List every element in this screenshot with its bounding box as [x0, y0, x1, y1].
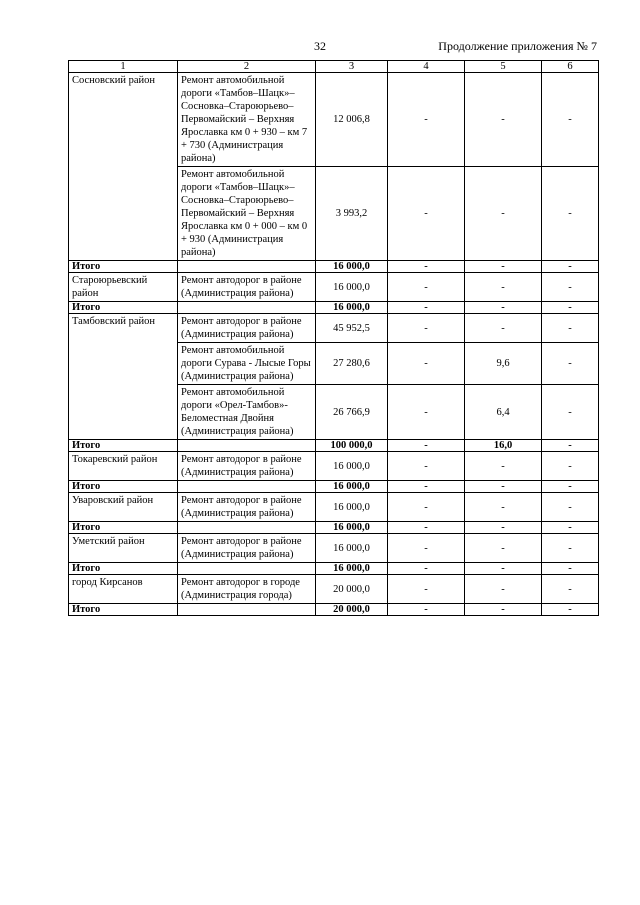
col4-value: - — [388, 452, 465, 481]
total-col6-value: - — [542, 302, 599, 314]
work-description: Ремонт автодорог в районе (Администрация района) — [178, 314, 316, 343]
work-description: Ремонт автодорог в городе (Администрация города) — [178, 575, 316, 604]
district-name: Токаревский район — [69, 452, 178, 481]
total-row — [69, 604, 599, 616]
total-empty-cell — [178, 604, 316, 616]
total-col6-value: - — [542, 261, 599, 273]
total-col4-value: - — [388, 261, 465, 273]
total-label: Итого — [69, 563, 178, 575]
col4-value: - — [388, 73, 465, 167]
total-label: Итого — [69, 522, 178, 534]
total-amount: 16 000,0 — [316, 563, 388, 575]
column-number-6: 6 — [542, 61, 599, 73]
table-row — [69, 493, 599, 522]
col4-value: - — [388, 343, 465, 385]
amount-value: 20 000,0 — [316, 575, 388, 604]
col5-value: - — [465, 452, 542, 481]
total-row — [69, 261, 599, 273]
column-number-4: 4 — [388, 61, 465, 73]
col5-value: 6,4 — [465, 385, 542, 440]
total-col4-value: - — [388, 563, 465, 575]
district-name: Уваровский район — [69, 493, 178, 522]
col4-value: - — [388, 314, 465, 343]
col4-value: - — [388, 167, 465, 261]
col5-value: - — [465, 273, 542, 302]
district-name: Сосновский район — [69, 73, 178, 261]
amount-value: 26 766,9 — [316, 385, 388, 440]
col6-value: - — [542, 273, 599, 302]
table-row — [69, 534, 599, 563]
work-description: Ремонт автомобильной дороги Сурава - Лысые Горы (Администрация района) — [178, 343, 316, 385]
col5-value: 9,6 — [465, 343, 542, 385]
col6-value: - — [542, 314, 599, 343]
total-empty-cell — [178, 522, 316, 534]
district-name: город Кирсанов — [69, 575, 178, 604]
table-row — [69, 73, 599, 167]
total-col4-value: - — [388, 440, 465, 452]
col6-value: - — [542, 575, 599, 604]
total-label: Итого — [69, 481, 178, 493]
total-col5-value: - — [465, 302, 542, 314]
amount-value: 12 006,8 — [316, 73, 388, 167]
total-col6-value: - — [542, 563, 599, 575]
total-col4-value: - — [388, 604, 465, 616]
page-number: 32 — [314, 39, 326, 53]
col5-value: - — [465, 167, 542, 261]
total-col6-value: - — [542, 522, 599, 534]
total-col6-value: - — [542, 440, 599, 452]
amount-value: 16 000,0 — [316, 534, 388, 563]
col5-value: - — [465, 73, 542, 167]
district-name: Тамбовский район — [69, 314, 178, 440]
column-number-1: 1 — [69, 61, 178, 73]
total-row — [69, 302, 599, 314]
work-description: Ремонт автомобильной дороги «Тамбов–Шацк»–Сосновка–Староюрьево–Первомайский – Верхняя Ярославка км 0 + 000 – км 0 + 930 (Администрация района) — [178, 167, 316, 261]
col5-value: - — [465, 493, 542, 522]
col6-value: - — [542, 73, 599, 167]
table-row — [69, 452, 599, 481]
total-empty-cell — [178, 481, 316, 493]
total-row — [69, 563, 599, 575]
work-description: Ремонт автодорог в районе (Администрация района) — [178, 493, 316, 522]
total-label: Итого — [69, 302, 178, 314]
work-description: Ремонт автодорог в районе (Администрация района) — [178, 534, 316, 563]
work-description: Ремонт автомобильной дороги «Орел-Тамбов»-Беломестная Двойня (Администрация района) — [178, 385, 316, 440]
amount-value: 16 000,0 — [316, 452, 388, 481]
col6-value: - — [542, 452, 599, 481]
col5-value: - — [465, 314, 542, 343]
col4-value: - — [388, 385, 465, 440]
total-col4-value: - — [388, 481, 465, 493]
total-amount: 16 000,0 — [316, 302, 388, 314]
column-number-row — [69, 61, 599, 73]
total-amount: 16 000,0 — [316, 261, 388, 273]
continuation-label: Продолжение приложения № 7 — [438, 39, 597, 53]
total-empty-cell — [178, 302, 316, 314]
total-label: Итого — [69, 261, 178, 273]
table-body — [69, 61, 599, 616]
total-row — [69, 440, 599, 452]
total-col4-value: - — [388, 522, 465, 534]
column-number-5: 5 — [465, 61, 542, 73]
amount-value: 16 000,0 — [316, 493, 388, 522]
amount-value: 45 952,5 — [316, 314, 388, 343]
total-col4-value: - — [388, 302, 465, 314]
total-empty-cell — [178, 440, 316, 452]
total-col5-value: - — [465, 481, 542, 493]
amount-value: 27 280,6 — [316, 343, 388, 385]
total-amount: 20 000,0 — [316, 604, 388, 616]
district-name: Уметский район — [69, 534, 178, 563]
col6-value: - — [542, 343, 599, 385]
work-description: Ремонт автодорог в районе (Администрация района) — [178, 273, 316, 302]
total-col5-value: 16,0 — [465, 440, 542, 452]
col4-value: - — [388, 273, 465, 302]
amount-value: 16 000,0 — [316, 273, 388, 302]
col6-value: - — [542, 493, 599, 522]
total-col5-value: - — [465, 604, 542, 616]
table-row — [69, 273, 599, 302]
total-col5-value: - — [465, 522, 542, 534]
col5-value: - — [465, 575, 542, 604]
district-name: Староюрьевский район — [69, 273, 178, 302]
table-row — [69, 575, 599, 604]
appendix-table — [68, 60, 599, 616]
total-col5-value: - — [465, 261, 542, 273]
col4-value: - — [388, 493, 465, 522]
work-description: Ремонт автодорог в районе (Администрация района) — [178, 452, 316, 481]
col6-value: - — [542, 385, 599, 440]
total-row — [69, 481, 599, 493]
col6-value: - — [542, 167, 599, 261]
col4-value: - — [388, 575, 465, 604]
total-col5-value: - — [465, 563, 542, 575]
total-col6-value: - — [542, 604, 599, 616]
total-label: Итого — [69, 440, 178, 452]
total-label: Итого — [69, 604, 178, 616]
amount-value: 3 993,2 — [316, 167, 388, 261]
total-amount: 100 000,0 — [316, 440, 388, 452]
total-col6-value: - — [542, 481, 599, 493]
column-number-3: 3 — [316, 61, 388, 73]
total-amount: 16 000,0 — [316, 481, 388, 493]
total-row — [69, 522, 599, 534]
total-empty-cell — [178, 563, 316, 575]
total-amount: 16 000,0 — [316, 522, 388, 534]
total-empty-cell — [178, 261, 316, 273]
col6-value: - — [542, 534, 599, 563]
col4-value: - — [388, 534, 465, 563]
table-row — [69, 314, 599, 343]
col5-value: - — [465, 534, 542, 563]
column-number-2: 2 — [178, 61, 316, 73]
work-description: Ремонт автомобильной дороги «Тамбов–Шацк»–Сосновка–Староюрьево–Первомайский – Верхняя Ярославка км 0 + 930 – км 7 + 730 (Администрация района) — [178, 73, 316, 167]
